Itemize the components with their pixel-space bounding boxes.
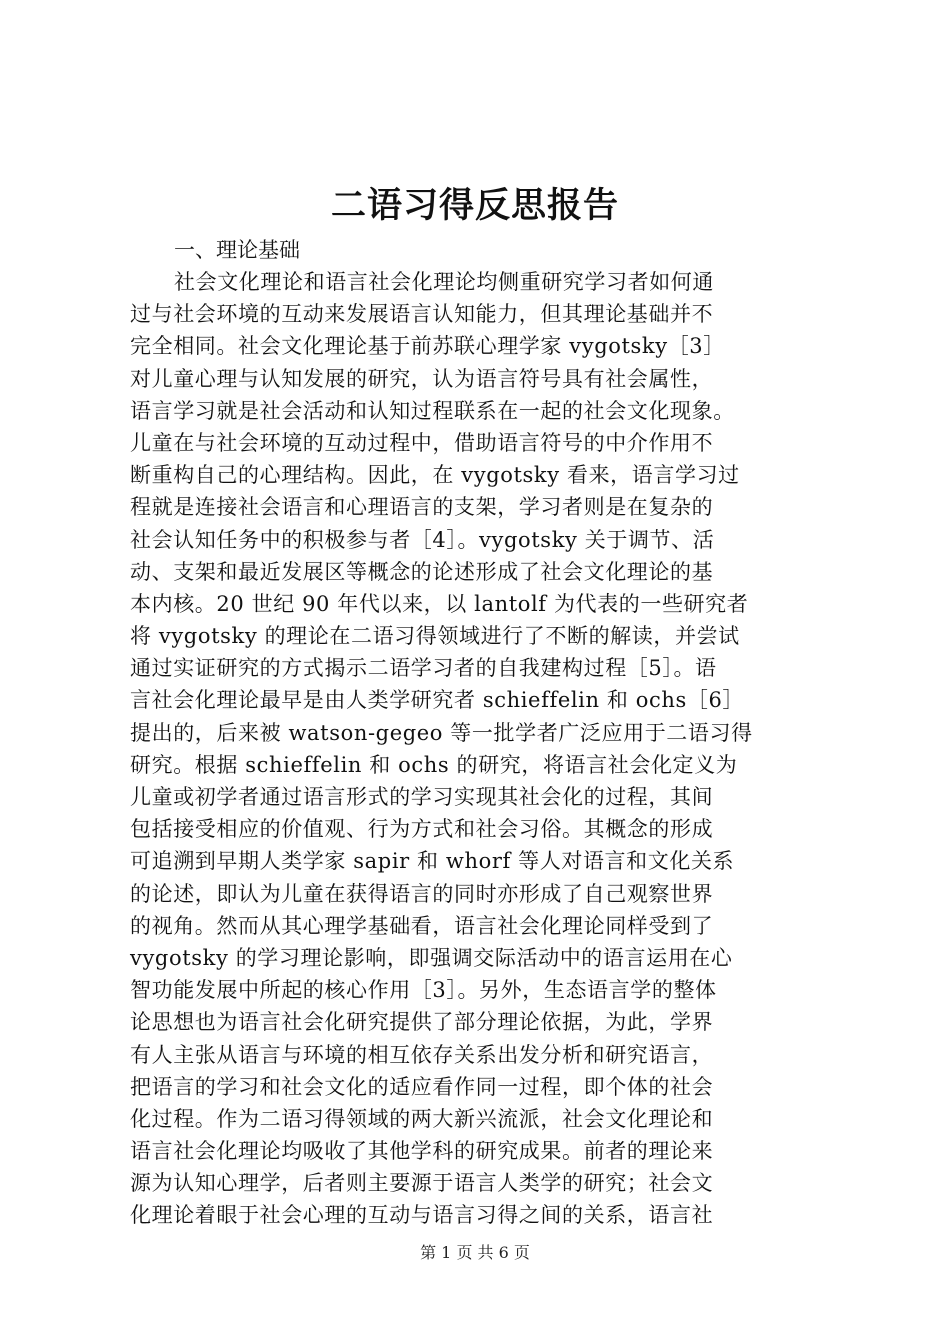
page-number-footer: 第 1 页 共 6 页 [420, 1243, 530, 1262]
body-line: 社会文化理论和语言社会化理论均侧重研究学习者如何通 [174, 270, 714, 294]
body-line: 的视角。然而从其心理学基础看，语言社会化理论同样受到了 [130, 913, 714, 938]
body-line: 儿童在与社会环境的互动过程中，借助语言符号的中介作用不 [130, 430, 714, 455]
body-line: 动、支架和最近发展区等概念的论述形成了社会文化理论的基 [130, 559, 714, 584]
body-line: 的论述，即认为儿童在获得语言的同时亦形成了自己观察世界 [130, 881, 714, 906]
body-line: 断重构自己的心理结构。因此，在 vygotsky 看来，语言学习过 [130, 463, 740, 488]
body-line: 过与社会环境的互动来发展语言认知能力，但其理论基础并不 [130, 302, 714, 327]
body-line: 提出的，后来被 watson-gegeo 等一批学者广泛应用于二语习得 [130, 720, 753, 745]
body-line: 言社会化理论最早是由人类学研究者 schieffelin 和 ochs［6］ [130, 688, 745, 713]
body-line: 本内核。20 世纪 90 年代以来，以 lantolf 为代表的一些研究者 [130, 591, 749, 616]
body-line: vygotsky 的学习理论影响，即强调交际活动中的语言运用在心 [130, 945, 733, 970]
body-line: 智功能发展中所起的核心作用［3］。另外，生态语言学的整体 [130, 978, 717, 1003]
body-line: 论思想也为语言社会化研究提供了部分理论依据，为此，学界 [130, 1010, 714, 1035]
body-line: 语言社会化理论均吸收了其他学科的研究成果。前者的理论来 [130, 1139, 714, 1164]
body-line: 语言学习就是社会活动和认知过程联系在一起的社会文化现象。 [130, 398, 735, 423]
document-title: 二语习得反思报告 [330, 186, 619, 226]
body-text [130, 266, 850, 1232]
body-line: 化过程。作为二语习得领域的两大新兴流派，社会文化理论和 [130, 1106, 714, 1131]
body-line: 把语言的学习和社会文化的适应看作同一过程，即个体的社会 [130, 1074, 714, 1099]
body-line: 包括接受相应的价值观、行为方式和社会习俗。其概念的形成 [130, 817, 714, 842]
body-line: 程就是连接社会语言和心理语言的支架，学习者则是在复杂的 [130, 495, 714, 520]
section-heading: 一、理论基础 [174, 238, 300, 262]
body-line: 通过实证研究的方式揭示二语学习者的自我建构过程［5］。语 [130, 656, 717, 681]
body-line: 儿童或初学者通过语言形式的学习实现其社会化的过程，其间 [130, 785, 714, 809]
body-line: 社会认知任务中的积极参与者［4］。vygotsky 关于调节、活 [130, 527, 715, 552]
body-line: 可追溯到早期人类学家 sapir 和 whorf 等人对语言和文化关系 [130, 849, 735, 874]
body-line: 研究。根据 schieffelin 和 ochs 的研究，将语言社会化定义为 [130, 752, 738, 777]
body-line: 将 vygotsky 的理论在二语习得领域进行了不断的解读，并尝试 [130, 624, 740, 649]
body-line: 源为认知心理学，后者则主要源于语言人类学的研究；社会文 [130, 1171, 714, 1196]
body-line: 化理论着眼于社会心理的互动与语言习得之间的关系，语言社 [130, 1203, 714, 1228]
body-line: 对儿童心理与认知发展的研究，认为语言符号具有社会属性， [130, 366, 714, 391]
body-line: 有人主张从语言与环境的相互依存关系出发分析和研究语言， [130, 1042, 714, 1067]
body-line: 完全相同。社会文化理论基于前苏联心理学家 vygotsky［3］ [130, 334, 725, 359]
